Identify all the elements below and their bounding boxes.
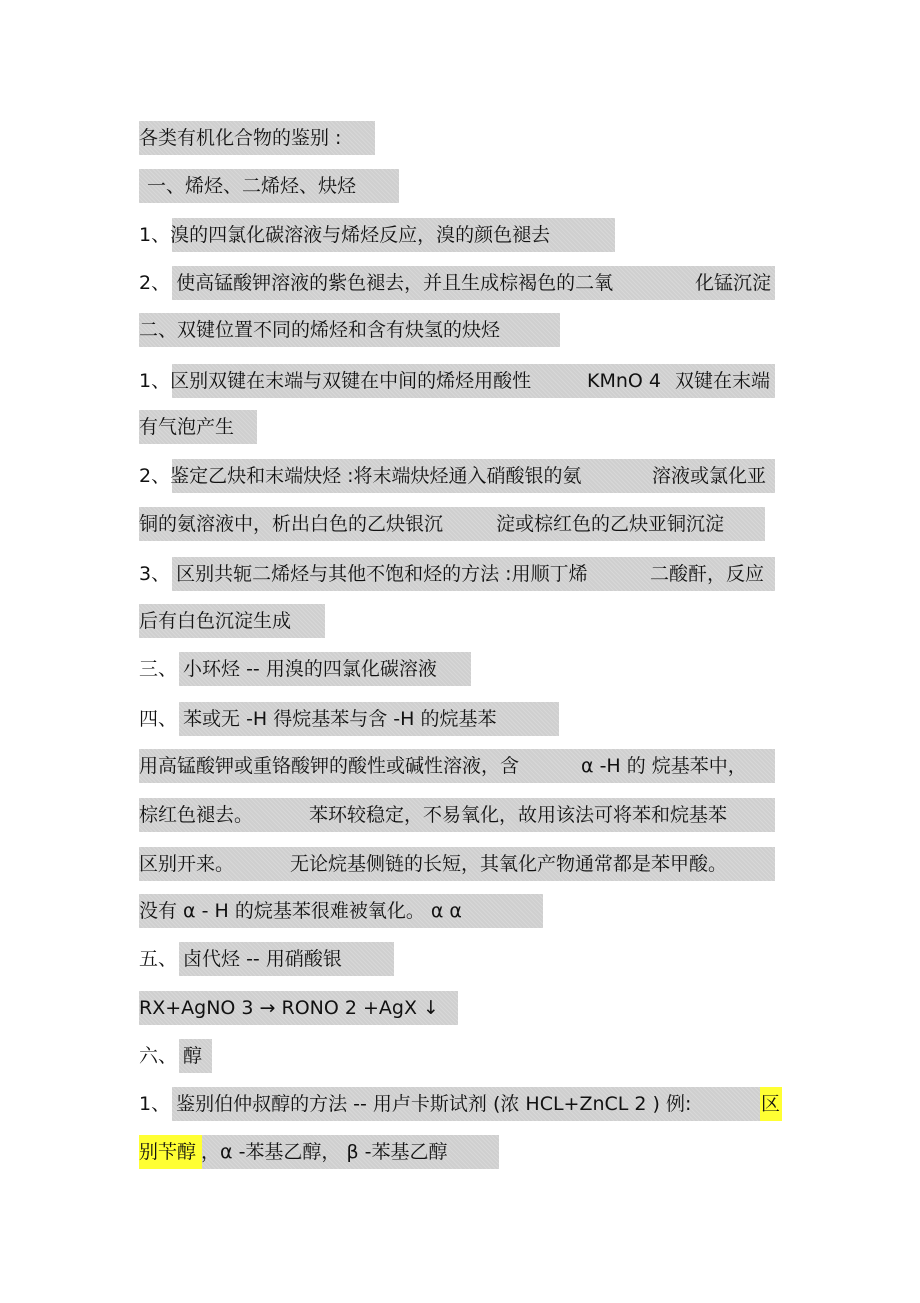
document-page: 各类有机化合物的鉴别 : 一、烯烃、二烯烃、炔烃 1、溴的四氯化碳溶液与烯烃反应，溴的颜色褪去 2、 使高锰酸钾溶液的紫色褪去，并且生成棕褐色的二氧 化锰沉淀 二、双键位置不同的烯烃和含有炔氢的炔烃 1、区别双键在末端与双键在中间的烯烃用酸性 KMnO 4 双键在末端 有气泡产生 2、鉴定乙炔和末端炔烃 :将末端炔烃通入硝酸银的氨 溶液或氯化亚 铜的氨溶液中，析出白色的乙炔银沉 淀或棕红色的乙炔亚铜沉淀 3、 区别共轭二烯烃与其他不饱和烃的方法 :用顺丁烯 二酸酐，反应 后有白色沉淀生成 三、 小环烃 -- 用溴的四氯化碳溶液 四、 苯或无 -H 得烷基苯与含 -H 的烷基苯 用高锰酸钾或重铬酸钾的酸性或碱性溶液，含 α -H 的 烷基苯中， 棕红色褪去。 苯环较稳定，不易氧化，故用该法可将苯和烷基苯 区别开来。 无论烷基侧链的长短，其氧化产物通常都是苯甲酸。 没有 α - H 的烷基苯很难被氧化。 α α 五、 卤代烃 -- 用硝酸银 RX+AgNO 3 → RONO 2 +AgX ↓ 六、 醇 1、 鉴别伯仲叔醇的方法 -- 用卢卡斯试剂 (浓 HCL+ZnCL 2 ) 例: 区 别苄醇 ，α -苯基乙醇， β -苯基乙醇: [0, 0, 920, 1303]
